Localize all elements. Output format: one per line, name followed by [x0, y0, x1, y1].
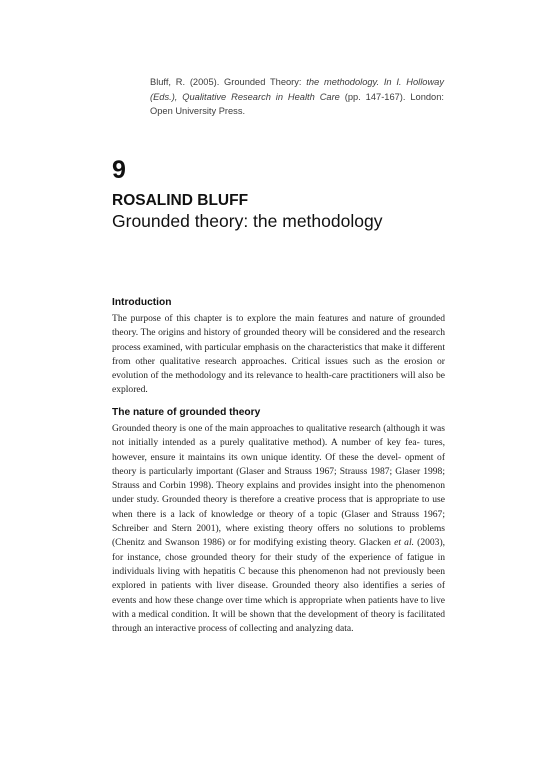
chapter-author: ROSALIND BLUFF	[112, 192, 249, 209]
nature-paragraph	[112, 422, 445, 636]
citation-reference	[150, 75, 444, 119]
nature-paragraph-italic: et al.	[394, 537, 414, 549]
chapter-title: Grounded theory: the methodology	[112, 211, 383, 231]
introduction-paragraph: The purpose of this chapter is to explore the main features and nature of grounded theory. The origins and history of grounded theory will be considered and the research process examined, with particular emphasis on the characteristics that make it different from other qualitative research approaches. Critical issues such as the erosion or evolution of the methodology and its relevance to health-care practitioners will also be explored.	[112, 313, 445, 396]
nature-paragraph-text-2: (2003), for instance, chose grounded theory for their study of the experience of fatigue in individuals living with hepatitis C because this phenomenon had not previously been explored in patients with liver disease. Grounded theory also identifies a series of events and how these change over time which is appropriate when patients have to live with a medical condition. It will be shown that the development of theory is facilitated through an interactive process of collecting and analyzing data.	[112, 537, 446, 635]
citation-publisher: (pp. 147-167). London: Open University Press.	[150, 91, 444, 117]
citation-text: Bluff, R. (2005). Grounded Theory:	[150, 77, 307, 87]
nature-paragraph-text-1: Grounded theory is one of the main approaches to qualitative research (although it was not initially intended as a purely qualitative method). A number of key fea- tures, however, ensure it maintains its own unique identity. Of these the devel- opment of theory is particularly important (Glaser and Strauss 1967; Strauss 1987; Glaser 1998; Strauss and Corbin 1998). Theory explains and provides insight into the phenomenon under study. Grounded theory is therefore a creative process that is appropriate to use when there is a lack of knowledge or theory of a topic (Glaser and Strauss 1967; Schreiber and Stern 2001), where existing theory offers no solutions to problems (Chenitz and Swanson 1986) or for modifying existing theory. Glacken	[112, 423, 445, 549]
chapter-number: 9	[112, 156, 126, 184]
citation-italic-title: the methodology. In I. Holloway (Eds.), Qualitative Research in Health Care	[150, 77, 444, 102]
section-heading-introduction: Introduction	[112, 297, 172, 308]
section-heading-nature: The nature of grounded theory	[112, 407, 261, 418]
